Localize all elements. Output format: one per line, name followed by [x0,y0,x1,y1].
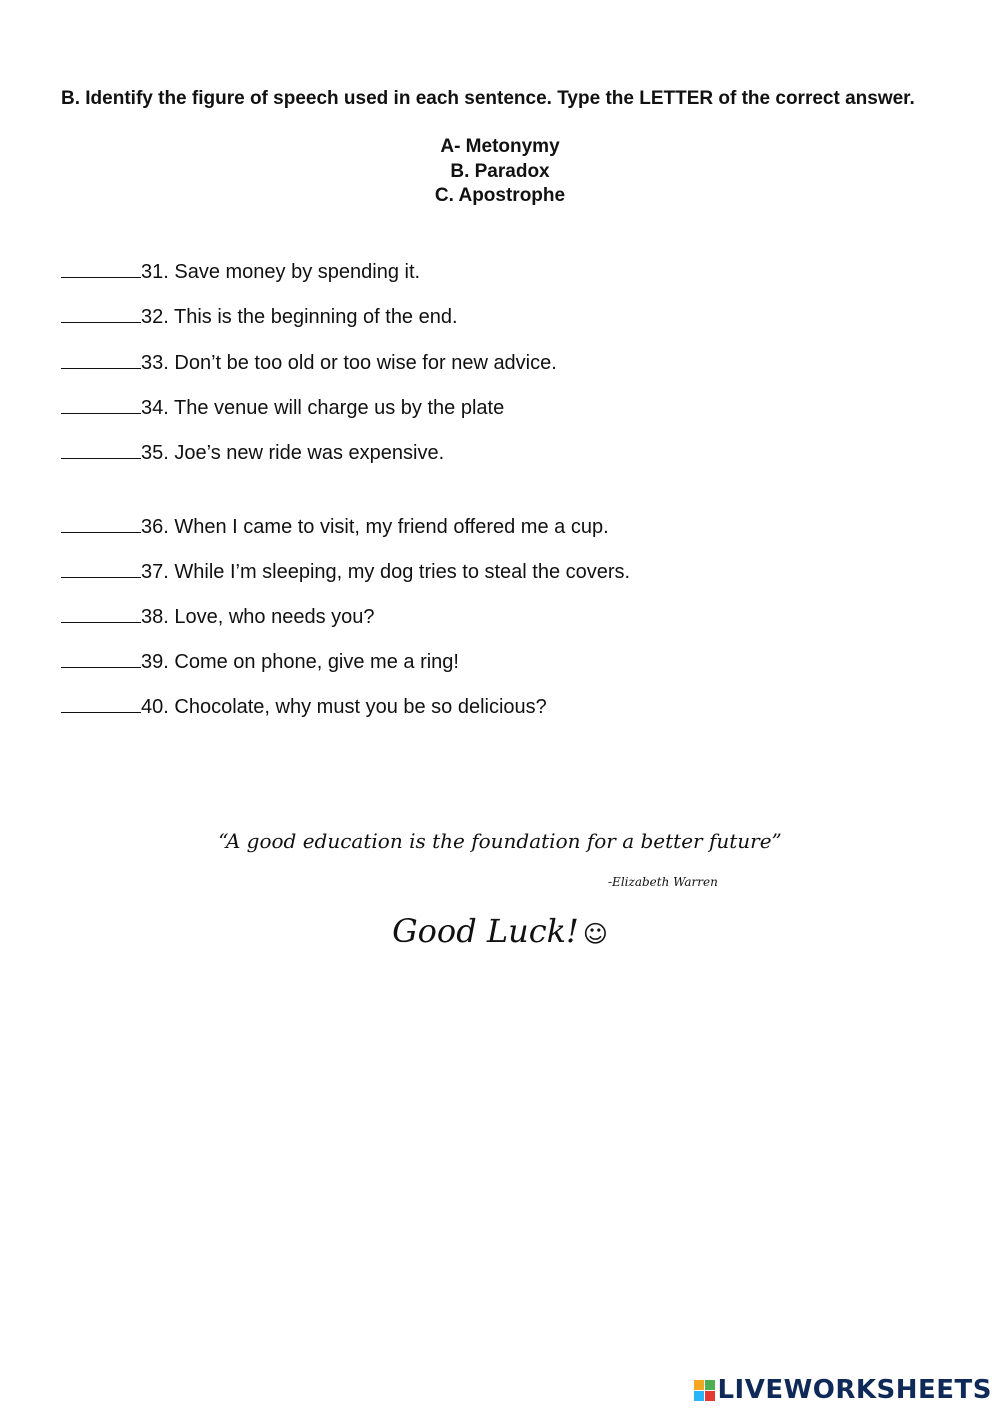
answer-blank-33[interactable] [61,350,141,369]
question-33 [61,350,557,375]
question-number: 39. [141,651,169,673]
choice-b: B. Paradox [450,160,550,182]
logo-square [705,1380,715,1390]
logo-square [694,1380,704,1390]
question-text: This is the beginning of the end. [174,306,458,328]
question-text: Joe’s new ride was expensive. [174,442,445,464]
question-number: 35. [141,442,169,464]
closing-message [0,908,1000,957]
choice-c: C. Apostrophe [434,185,566,206]
question-number: 31. [141,261,169,283]
answer-blank-38[interactable] [61,604,141,623]
liveworksheets-logo [694,1375,992,1405]
logo-square [705,1391,715,1401]
question-text: Don’t be too old or too wise for new advice. [174,352,557,374]
answer-blank-37[interactable] [61,559,141,578]
answer-blank-35[interactable] [61,440,141,459]
question-number: 36. [141,516,169,538]
question-38 [61,604,375,629]
smiley-icon: ☺ [582,920,608,948]
answer-blank-40[interactable] [61,694,141,713]
question-32 [61,304,458,329]
answer-choices [0,135,1000,209]
question-39 [61,649,459,674]
question-number: 38. [141,606,169,628]
answer-blank-32[interactable] [61,304,141,323]
instructions: B. Identify the figure of speech used in each sentence. Type the LETTER of the correct answer. [61,88,915,109]
choice-a: A- Metonymy [440,136,560,157]
quote-author: -Elizabeth Warren [608,875,718,889]
question-text: Chocolate, why must you be so delicious? [174,696,547,718]
quote: “A good education is the foundation for a better future” [218,829,782,853]
answer-blank-39[interactable] [61,649,141,668]
question-number: 34. [141,397,169,419]
question-number: 37. [141,561,169,583]
answer-blank-34[interactable] [61,395,141,414]
brand-name: LIVEWORKSHEETS [717,1375,992,1405]
question-text: Love, who needs you? [174,606,375,628]
question-text: Save money by spending it. [174,261,421,283]
question-number: 33. [141,352,169,374]
question-35 [61,440,444,465]
question-text: When I came to visit, my friend offered me a cup. [174,516,609,538]
answer-blank-36[interactable] [61,514,141,533]
question-number: 32. [141,306,169,328]
question-31 [61,259,420,284]
question-40 [61,694,547,719]
question-number: 40. [141,696,169,718]
question-34 [61,395,504,420]
question-text: Come on phone, give me a ring! [174,651,459,673]
logo-square [694,1391,704,1401]
answer-blank-31[interactable] [61,259,141,278]
question-36 [61,514,609,539]
question-text: While I’m sleeping, my dog tries to steal the covers. [174,561,631,583]
question-text: The venue will charge us by the plate [174,397,505,419]
brand-logo-icon [694,1380,715,1401]
question-37 [61,559,630,584]
closing-text: Good Luck! [392,912,579,950]
